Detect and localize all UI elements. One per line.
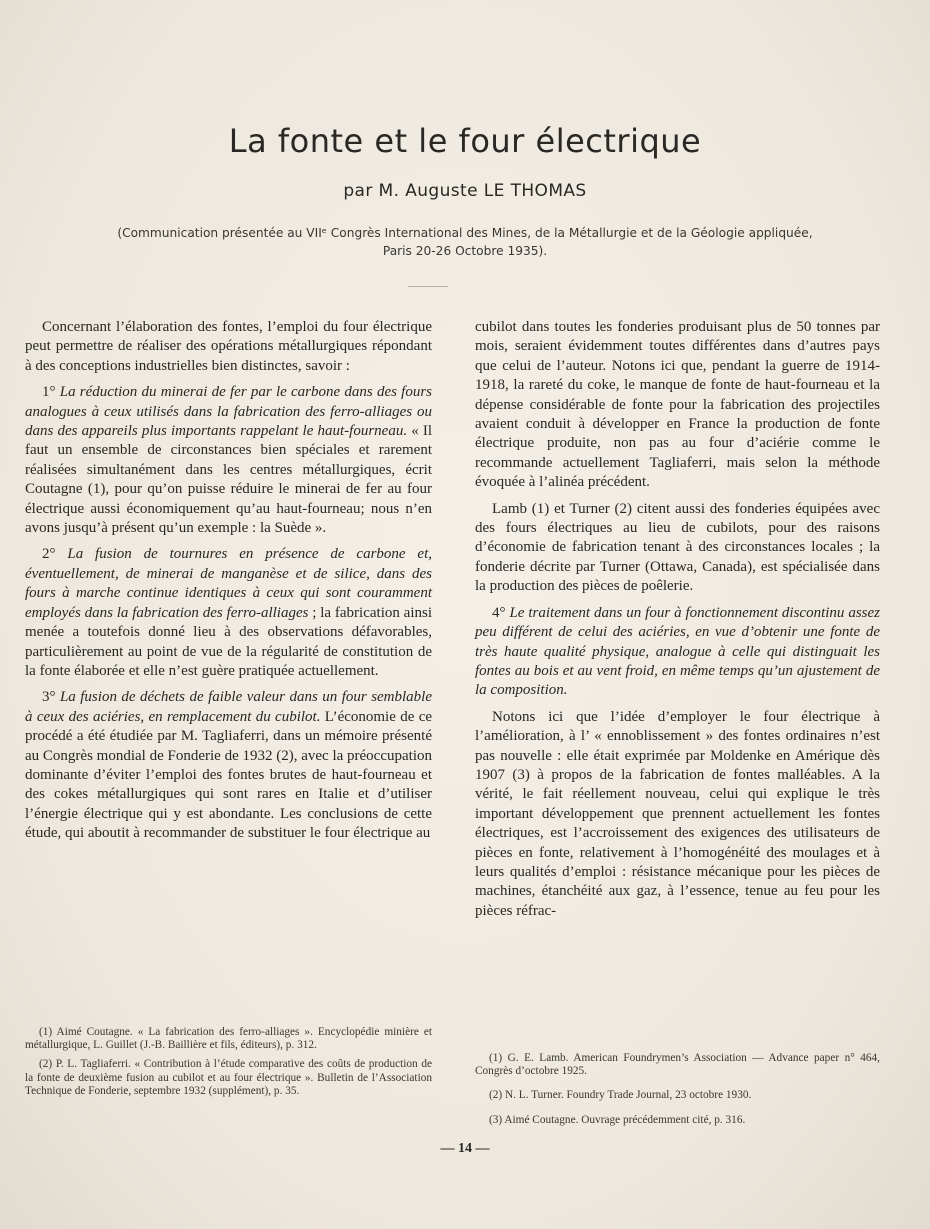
footnote: (2) P. L. Tagliaferri. « Contribution à l’étude comparative des coûts de production de la fonte de deuxième fusion au cubilot et au four électrique ». Bulletin de l’Association Technique de Fonderie, septembre 1932 (supplément), p. 35. [25, 1058, 432, 1097]
paragraph-text: « Il faut un ensemble de circonstances bien spéciales et rarement réalisées simultanément dans les centres métallurgiques, écrit Coutagne (1), pour qu’on puisse réduire le minerai de fer au four électrique aussi économiquement qu’au haut-fourneau; nous n’en avons jusqu’à présent qu’un exemple : la Suède ». [25, 423, 432, 537]
footnotes-right [475, 1052, 880, 1138]
paragraph: Concernant l’élaboration des fontes, l’emploi du four électrique peut permettre de réaliser des opérations métallurgiques répondant à des conceptions industrielles bien distinctes, savoir : [25, 319, 432, 374]
list-number: 1° [42, 384, 56, 401]
paragraph [475, 604, 880, 701]
subtitle-line-1: (Communication présentée au VIIᵉ Congrès International des Mines, de la Métallurgie et de la Géologie appliquée, [117, 226, 813, 240]
paragraph-text: L’économie de ce procédé a été étudiée par M. Tagliaferri, dans un mémoire présenté au Congrès mondial de Fonderie de 1932 (2), avec la préoccupation dominante d’éviter l’emploi des fontes brutes de haut-fourneau et des cokes métallurgiques qui sont rares en Italie et d’utiliser l’énergie électrique qui y est abondante. Les conclusions de cette étude, qui aboutit à recommander de substituer le four électrique au [25, 708, 433, 842]
right-column [475, 318, 880, 921]
paragraph [25, 545, 432, 681]
divider [408, 286, 448, 287]
paragraph: Lamb (1) et Turner (2) citent aussi des fonderies équipées avec des fours électriques au lieu de cubilots, pour des raisons d’économie de fabrication tenant à des circonstances locales ; la fonderie décrite par Turner (Ottawa, Canada), est spécialisée dans la production des pièces de poêlerie. [475, 500, 880, 595]
paragraph [25, 688, 432, 843]
italic-text: Le traitement dans un four à fonctionnement discontinu assez peu différent de celui des aciéries, en vue d’obtenir une fonte de très haute qualité physique, analogue à celle qui distinguait les fontes au bois et au vent froid, en même temps qu’un ajustement de la composition. [475, 604, 881, 699]
italic-text: La réduction du minerai de fer par le carbone dans des fours analogues à ceux utilisés dans la fabrication des ferro-alliages ou dans des appareils plus importants rappelant le haut-fourneau. [25, 384, 433, 440]
paragraph: cubilot dans toutes les fonderies produisant plus de 50 tonnes par mois, seraient évidemment toutes différentes dans d’autres pays que celui de l’auteur. Notons ici que, pendant la guerre de 1914-1918, la rareté du coke, le manque de fonte de haut-fourneau et la dépense considérable de fonte pour la fabrication des projectiles avaient conduit à développer en France la production de fonte électrique produite, non pas au four d’aciérie comme le recommande actuellement Tagliaferri, mais selon la méthode évoquée à l’alinéa précédent. [475, 319, 880, 491]
italic-text: La fusion de tournures en présence de carbone et, éventuellement, de minerai de manganèse et de silice, dans des fours à marche continue identiques à ceux qui sont couramment employés dans la fabrication des ferro-alliages [25, 546, 432, 621]
footnote: (1) G. E. Lamb. American Foundrymen’s Association — Advance paper n° 464, Congrès d’octobre 1925. [475, 1052, 880, 1078]
subtitle-line-2: Paris 20-26 Octobre 1935). [382, 244, 548, 258]
list-number: 2° [42, 546, 56, 563]
list-number: 3° [42, 689, 56, 706]
article-subtitle [30, 224, 900, 260]
left-column [25, 318, 432, 844]
article-title: La fonte et le four électrique [228, 122, 702, 160]
italic-text: La fusion de déchets de faible valeur dans un four semblable à ceux des aciéries, en remplacement du cubilot. [25, 689, 433, 725]
paragraph: Notons ici que l’idée d’employer le four électrique à l’amélioration, à l’ « ennoblissement » des fontes ordinaires n’est pas nouvelle : elle était exprimée par Moldenke en Amérique dès 1907 (3) à propos de la fabrication de fontes malléables. A la vérité, le fait réellement nouveau, celui qui explique le très important développement que prennent actuellement les fontes électriques, est l’accroissement des exigences des utilisateurs de pièces en fonte, relativement à l’homogénéité des moulages et à leurs qualités d’emploi : résistance mécanique pour les pièces de machines, étanchéité aux gaz, à l’essence, tenue au feu pour les pièces réfrac- [475, 708, 880, 919]
footnote: (1) Aimé Coutagne. « La fabrication des ferro-alliages ». Encyclopédie minière et métallurgique, L. Guillet (J.-B. Baillière et fils, éditeurs), p. 312. [25, 1026, 432, 1052]
paragraph-text: ; la fabrication ainsi menée a toutefois donné lieu à des observations défavorables, particulièrement au point de vue de la régularité de constitution de la fonte élaborée et elle n’est guère pratiquée actuellement. [25, 604, 432, 679]
list-number: 4° [492, 604, 506, 621]
page-number: — 14 — [440, 1141, 490, 1156]
article-author: par M. Auguste LE THOMAS [343, 181, 587, 201]
paragraph [25, 383, 432, 538]
footnote: (2) N. L. Turner. Foundry Trade Journal, 23 octobre 1930. [489, 1089, 752, 1102]
footnotes-left [25, 1026, 432, 1104]
footnote: (3) Aimé Coutagne. Ouvrage précédemment cité, p. 316. [489, 1113, 746, 1126]
